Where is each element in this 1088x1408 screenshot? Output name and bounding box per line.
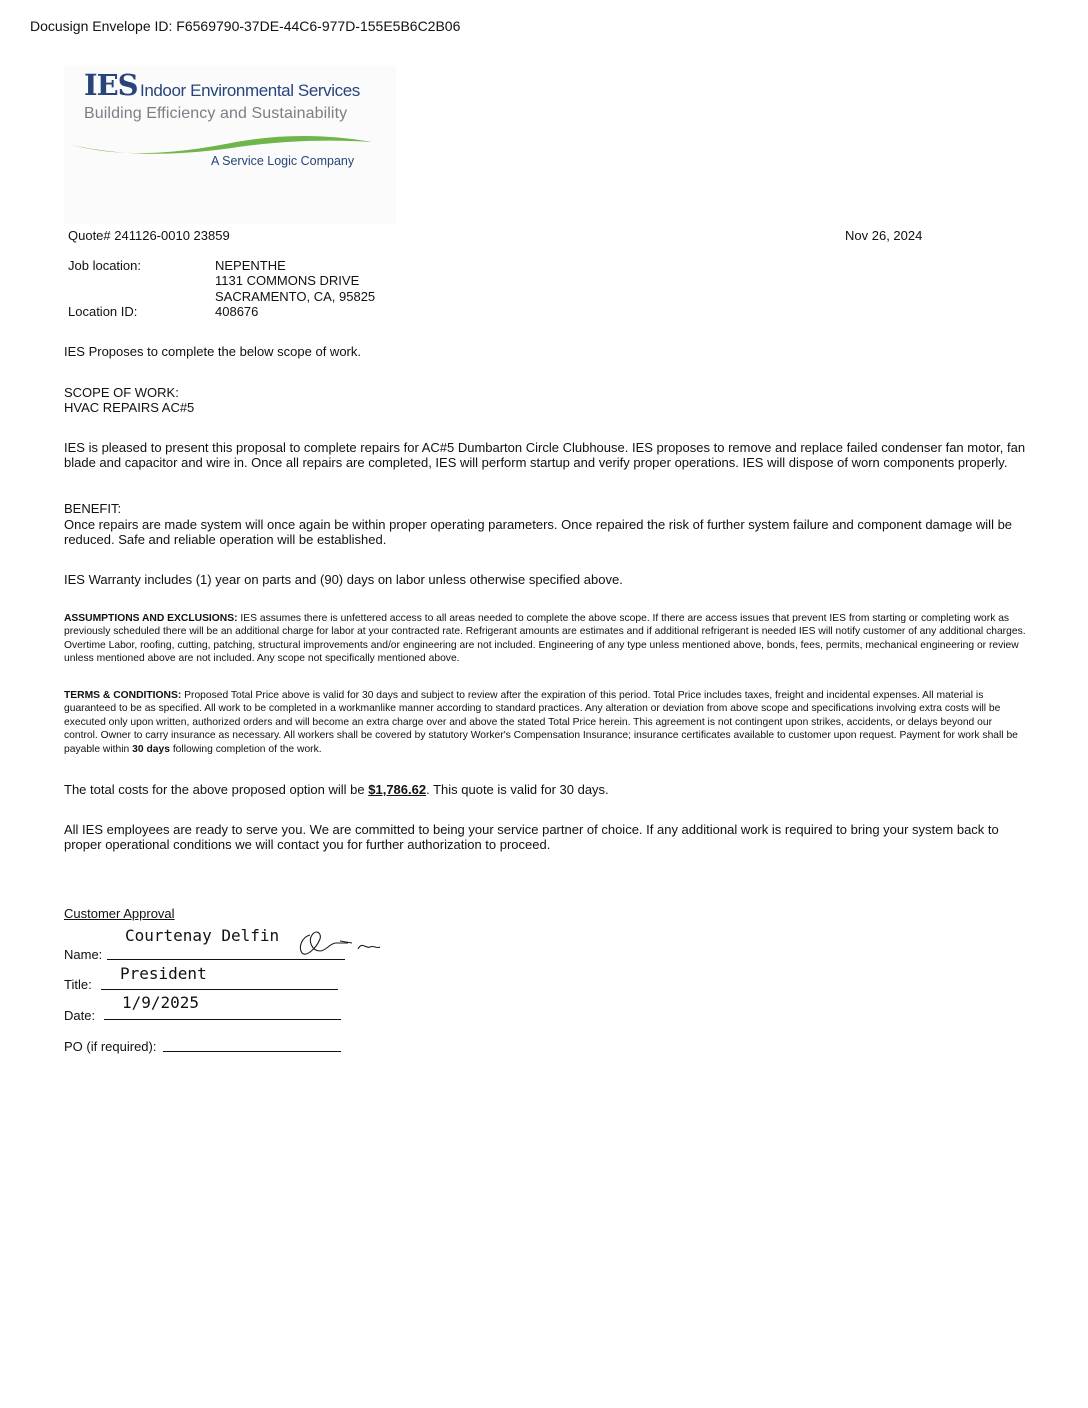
job-name: NEPENTHE <box>215 258 286 273</box>
title-label: Title: <box>64 977 92 992</box>
warranty-text: IES Warranty includes (1) year on parts and (90) days on labor unless otherwise specified above. <box>64 572 623 587</box>
logo-company-name: Indoor Environmental Services <box>140 81 360 100</box>
logo-mark: IES <box>84 68 138 102</box>
title-value: President <box>120 964 207 983</box>
po-label: PO (if required): <box>64 1039 157 1054</box>
assumptions-heading: ASSUMPTIONS AND EXCLUSIONS: <box>64 613 238 624</box>
company-logo <box>64 66 396 224</box>
signature-icon <box>296 925 384 959</box>
intro-text: IES Proposes to complete the below scope of work. <box>64 344 361 359</box>
scope-heading: SCOPE OF WORK: <box>64 385 179 400</box>
title-field-line <box>101 989 338 990</box>
envelope-id: Docusign Envelope ID: F6569790-37DE-44C6-977D-155E5B6C2B06 <box>30 18 461 34</box>
total-lead: The total costs for the above proposed option will be <box>64 782 365 797</box>
location-id: 408676 <box>215 304 259 319</box>
total-statement <box>64 782 1026 797</box>
job-city: SACRAMENTO, CA, 95825 <box>215 289 376 304</box>
terms-payment-days: 30 days <box>132 743 170 755</box>
benefit-heading: BENEFIT: <box>64 501 122 516</box>
date-field-line <box>104 1019 341 1020</box>
name-label: Name: <box>64 947 103 962</box>
closing-text: All IES employees are ready to serve you. We are committed to being your service partner of choice. If any additional work is required to bring your system back to proper operational conditions we will contact you for further authorization to proceed. <box>64 822 999 852</box>
terms-body: Proposed Total Price above is valid for 30 days and subject to review after the expiration of this period. Total Price includes taxes, freight and incidental expenses. All material is guaranteed to be as specified. All work to be completed in a workmanlike manner according to standard practices. Any alteration or deviation from above scope and specifications involving extra costs will be executed only upon written, authorized orders and will become an extra charge over and above the stated Total Price herein. This agreement is not contingent upon strikes, accidents, or delays beyond our control. Owner to carry insurance as necessary. All workers shall be covered by statutory Worker's Compensation Insurance; insurance certificates available to customer upon request. Payment for work shall be payable within <box>64 690 1018 755</box>
benefit-body: Once repairs are made system will once again be within proper operating parameters. Once repaired the risk of further system failure and component damage will be reduced. Safe and reliable operation will be established. <box>64 517 1013 547</box>
quote-date: Nov 26, 2024 <box>845 228 923 243</box>
scope-title: HVAC REPAIRS AC#5 <box>64 400 195 415</box>
quote-number: Quote# 241126-0010 23859 <box>68 228 230 243</box>
approval-heading: Customer Approval <box>64 906 175 921</box>
date-label: Date: <box>64 1008 96 1023</box>
total-amount: $1,786.62 <box>368 782 427 797</box>
location-id-label: Location ID: <box>68 304 138 319</box>
terms-heading: TERMS & CONDITIONS: <box>64 690 182 701</box>
assumptions-paragraph <box>64 612 1026 666</box>
logo-subline: A Service Logic Company <box>211 154 355 168</box>
name-field-line <box>107 959 345 960</box>
job-location-label: Job location: <box>68 258 141 273</box>
po-field-line[interactable] <box>163 1051 341 1052</box>
logo-tagline: Building Efficiency and Sustainability <box>84 105 348 122</box>
date-value: 1/9/2025 <box>122 993 200 1012</box>
terms-paragraph <box>64 689 1026 756</box>
total-tail: . This quote is valid for 30 days. <box>426 782 609 797</box>
job-street: 1131 COMMONS DRIVE <box>215 273 360 288</box>
name-value: Courtenay Delfin <box>125 926 280 945</box>
terms-body-end: following completion of the work. <box>172 743 322 755</box>
assumptions-body: IES assumes there is unfettered access to all areas needed to complete the above scope. If there are access issues that prevent IES from starting or completing work as previously scheduled there will be an additional charge for labor at your contracted rate. Refrigerant amounts are estimates and if additional refrigerant is needed IES will notify customer of any additional charges. Overtime Labor, roofing, cutting, patching, structural improvements and/or engineering are not included. Engineering of any type unless mentioned above, bonds, fees, permits, mechanical engineering or review unless mentioned above are not included. Any scope not specifically mentioned above. <box>64 613 1026 665</box>
scope-body: IES is pleased to present this proposal to complete repairs for AC#5 Dumbarton Circle Clubhouse. IES proposes to remove and replace failed condenser fan motor, fan blade and capacitor and wire in. Once all repairs are completed, IES will perform startup and verify proper operations. IES will dispose of worn components properly. <box>64 440 1026 470</box>
